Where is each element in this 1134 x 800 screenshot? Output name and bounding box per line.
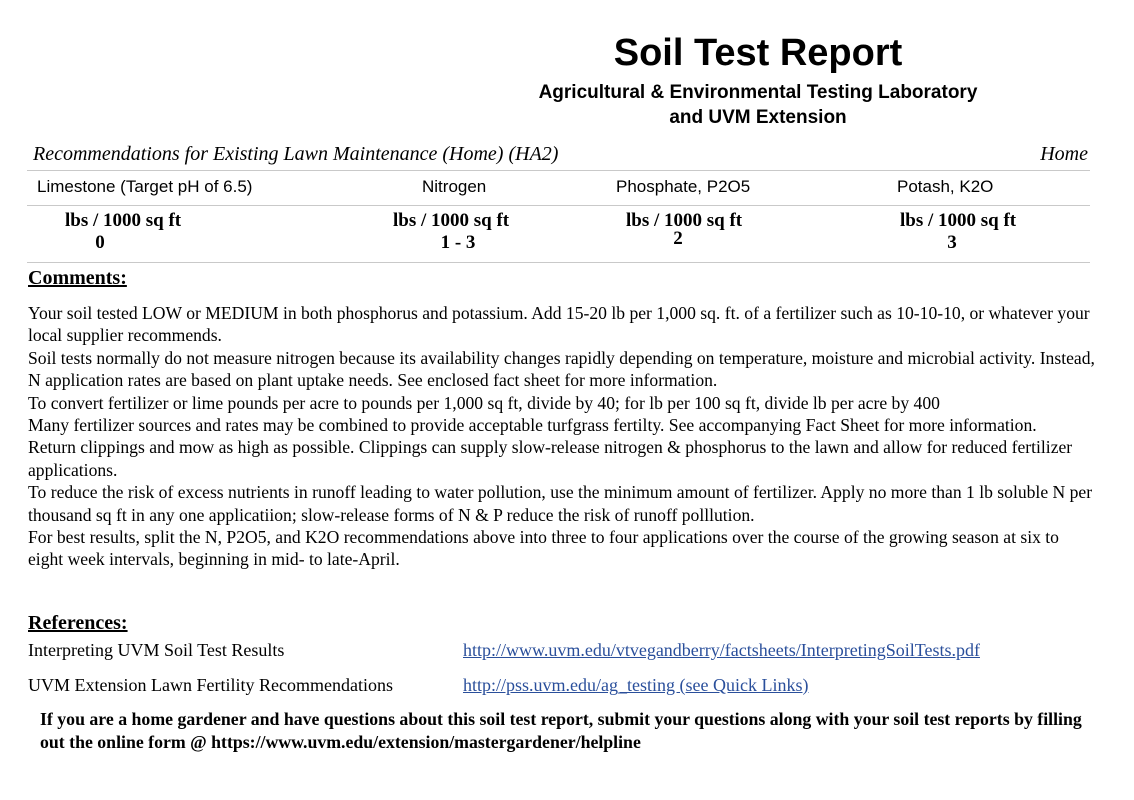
lab-name-line-1: Agricultural & Environmental Testing Laboratory (538, 82, 978, 103)
comments-heading: Comments: (28, 267, 127, 289)
phosphate-value: 2 (673, 228, 683, 249)
nitrogen-value: 1 - 3 (440, 232, 476, 253)
reference-link[interactable]: http://pss.uvm.edu/ag_testing (see Quick Links) (463, 675, 809, 695)
recommendation-title: Recommendations for Existing Lawn Maintenance (Home) (HA2) (33, 143, 559, 165)
potash-unit: lbs / 1000 sq ft (900, 210, 1017, 231)
phosphate-header: Phosphate, P2O5 (616, 177, 751, 196)
comments-body (28, 302, 1098, 571)
comment-paragraph: For best results, split the N, P2O5, and K2O recommendations above into three to four applications over the course of the growing season at six to eight week intervals, beginning in mid- to late-April. (28, 527, 1059, 570)
comment-paragraph: Soil tests normally do not measure nitrogen because its availability changes rapidly depending on temperature, moisture and microbial activity. Instead, N application rates are based on plant uptake needs. See enclosed fact sheet for more information. (28, 347, 1095, 391)
table-top-rule (27, 170, 1090, 171)
limestone-unit: lbs / 1000 sq ft (65, 210, 182, 231)
nitrogen-header: Nitrogen (422, 177, 487, 196)
comment-paragraph: Many fertilizer sources and rates may be combined to provide acceptable turfgrass fertilty. See accompanying Fact Sheet for more information. (28, 415, 1037, 436)
comment-paragraph: Your soil tested LOW or MEDIUM in both phosphorus and potassium. Add 15-20 lb per 1,000 sq. ft. of a fertilizer such as 10-10-10, or whatever your local supplier recommends. (28, 303, 1090, 346)
limestone-value: 0 (95, 232, 105, 253)
table-bottom-rule (27, 262, 1090, 263)
phosphate-unit: lbs / 1000 sq ft (626, 210, 743, 231)
report-title: Soil Test Report (613, 32, 903, 74)
reference-label: Interpreting UVM Soil Test Results (28, 640, 285, 660)
lab-name-line-2: and UVM Extension (669, 107, 847, 128)
nitrogen-unit: lbs / 1000 sq ft (393, 210, 510, 231)
helpline-note: If you are a home gardener and have questions about this soil test report, submit your questions along with your soil test reports by filling out the online form @ https://www.uvm.edu/extension/mastergardener/helpline (40, 709, 1082, 752)
comment-paragraph: To convert fertilizer or lime pounds per acre to pounds per 1,000 sq ft, divide by 40; for lb per 100 sq ft, divide lb per acre by 400 (28, 392, 940, 413)
comment-paragraph: To reduce the risk of excess nutrients in runoff leading to water pollution, use the minimum amount of fertilizer. Apply no more than 1 lb soluble N per thousand sq ft in any one applicatiion; slow-release forms of N & P reduce the risk of runoff polllution. (28, 482, 1093, 525)
table-header-rule (27, 205, 1090, 206)
reference-link[interactable]: http://www.uvm.edu/vtvegandberry/factsheets/InterpretingSoilTests.pdf (463, 640, 980, 660)
limestone-header: Limestone (Target pH of 6.5) (37, 177, 253, 196)
comment-paragraph: Return clippings and mow as high as possible. Clippings can supply slow-release nitrogen & phosphorus to the lawn and allow for reduced fertilizer applications. (28, 437, 1073, 480)
lab-name (520, 80, 996, 130)
reference-label: UVM Extension Lawn Fertility Recommendations (28, 675, 393, 695)
references-heading: References: (28, 612, 128, 634)
potash-header: Potash, K2O (897, 177, 994, 196)
recommendation-type: Home (1040, 143, 1088, 165)
potash-value: 3 (947, 232, 957, 253)
